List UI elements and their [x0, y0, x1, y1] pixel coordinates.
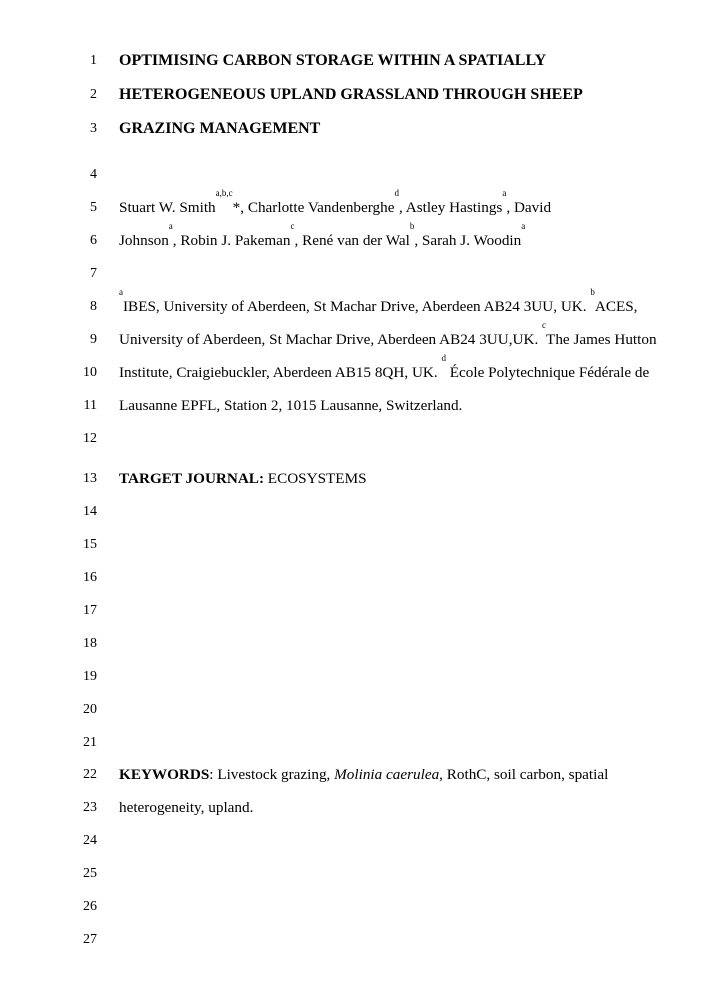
text-segment: , Sarah J. Woodin: [414, 232, 522, 249]
paper-title-line: [119, 50, 546, 72]
document-line: [0, 666, 707, 688]
line-text: [119, 287, 638, 318]
document-line: [0, 221, 707, 252]
line-number: 7: [90, 266, 97, 281]
line-text: [119, 320, 657, 351]
line-number: 23: [83, 800, 97, 815]
document-line: [0, 830, 707, 852]
text-segment: GRAZING MANAGEMENT: [119, 120, 321, 137]
line-number: 5: [90, 200, 97, 215]
document-line: [0, 600, 707, 622]
line-text: [119, 353, 650, 384]
line-number: 25: [83, 866, 97, 881]
line-text: [119, 188, 552, 219]
affiliation-superscript: a,b,c: [215, 188, 233, 198]
line-number: 16: [83, 570, 97, 585]
document-line: [0, 732, 707, 754]
line-number: 6: [90, 233, 97, 248]
text-segment: ECOSYSTEMS: [264, 470, 367, 487]
text-segment: , David: [506, 199, 552, 216]
line-number: 2: [90, 87, 97, 102]
text-segment: École Polytechnique Fédérale de: [445, 364, 650, 381]
affiliation-superscript: b: [590, 287, 595, 297]
text-segment: , RothC, soil carbon, spatial: [439, 766, 609, 783]
line-number: 19: [83, 669, 97, 684]
document-line: [0, 929, 707, 951]
document-line: [0, 164, 707, 186]
line-number: 9: [90, 332, 97, 347]
line-text: [119, 764, 608, 786]
text-segment: Stuart W. Smith: [119, 199, 216, 216]
line-number: 20: [83, 702, 97, 717]
text-segment: ACES,: [594, 298, 638, 315]
line-number: 1: [90, 53, 97, 68]
line-number: 26: [83, 899, 97, 914]
document-line: [0, 353, 707, 384]
document-line: [0, 320, 707, 351]
document-line: [0, 468, 707, 490]
line-number: 13: [83, 471, 97, 486]
line-number: 18: [83, 636, 97, 651]
document-line: [0, 896, 707, 918]
document-line: [0, 50, 707, 72]
document-line: [0, 764, 707, 786]
text-segment: : Livestock grazing,: [209, 766, 335, 783]
document-line: [0, 534, 707, 556]
text-segment: The James Hutton: [546, 331, 657, 348]
text-segment: OPTIMISING CARBON STORAGE WITHIN A SPATIALLY: [119, 52, 547, 69]
line-number: 14: [83, 504, 97, 519]
line-number: 17: [83, 603, 97, 618]
line-number: 15: [83, 537, 97, 552]
document-line: [0, 633, 707, 655]
document-line: [0, 428, 707, 450]
document-line: [0, 263, 707, 285]
line-number: 8: [90, 299, 97, 314]
document-line: [0, 797, 707, 819]
affiliation-superscript: d: [441, 353, 446, 363]
line-number: 24: [83, 833, 97, 848]
text-segment: HETEROGENEOUS UPLAND GRASSLAND THROUGH SHEEP: [119, 86, 583, 103]
text-segment: TARGET JOURNAL:: [119, 470, 264, 487]
document-line: [0, 188, 707, 219]
line-number: 3: [90, 121, 97, 136]
document-line: [0, 501, 707, 523]
paper-title-line: [119, 118, 320, 140]
line-number: 21: [83, 735, 97, 750]
line-number: 10: [83, 365, 97, 380]
text-segment: IBES, University of Aberdeen, St Machar Drive, Aberdeen AB24 3UU, UK.: [123, 298, 591, 315]
affiliation-superscript: a: [502, 188, 507, 198]
affiliation-superscript: d: [394, 188, 399, 198]
affiliation-superscript: b: [409, 221, 415, 231]
line-number: 27: [83, 932, 97, 947]
text-segment: , Astley Hastings: [398, 199, 503, 216]
line-number: 4: [90, 167, 97, 182]
affiliation-superscript: a: [521, 221, 526, 231]
affiliation-superscript: a: [119, 287, 123, 297]
document-line: [0, 118, 707, 140]
document-line: [0, 699, 707, 721]
line-number: 11: [83, 398, 97, 413]
document-line: [0, 395, 707, 417]
line-number: 22: [83, 767, 97, 782]
document-line: [0, 84, 707, 106]
affiliation-superscript: c: [542, 320, 547, 330]
affiliation-superscript: c: [290, 221, 295, 231]
text-segment: KEYWORDS: [119, 766, 210, 783]
affiliation-superscript: a: [168, 221, 173, 231]
line-text: [119, 797, 253, 819]
text-segment: Johnson: [119, 232, 169, 249]
document-line: [0, 287, 707, 318]
line-text: [119, 395, 462, 417]
text-segment: , René van der Wal: [294, 232, 410, 249]
document-line: [0, 863, 707, 885]
text-segment: Lausanne EPFL, Station 2, 1015 Lausanne, Switzerland.: [119, 397, 463, 414]
text-segment: heterogeneity, upland.: [119, 799, 254, 816]
document-line: [0, 567, 707, 589]
line-text: [119, 221, 526, 252]
line-number: 12: [83, 431, 97, 446]
paper-title-line: [119, 84, 583, 106]
line-text: [119, 468, 367, 490]
text-segment: Molinia caerulea: [334, 766, 440, 783]
text-segment: University of Aberdeen, St Machar Drive, Aberdeen AB24 3UU,UK.: [119, 331, 543, 348]
text-segment: , Robin J. Pakeman: [172, 232, 291, 249]
text-segment: Institute, Craigiebuckler, Aberdeen AB15 8QH, UK.: [119, 364, 442, 381]
text-segment: *, Charlotte Vandenberghe: [232, 199, 395, 216]
